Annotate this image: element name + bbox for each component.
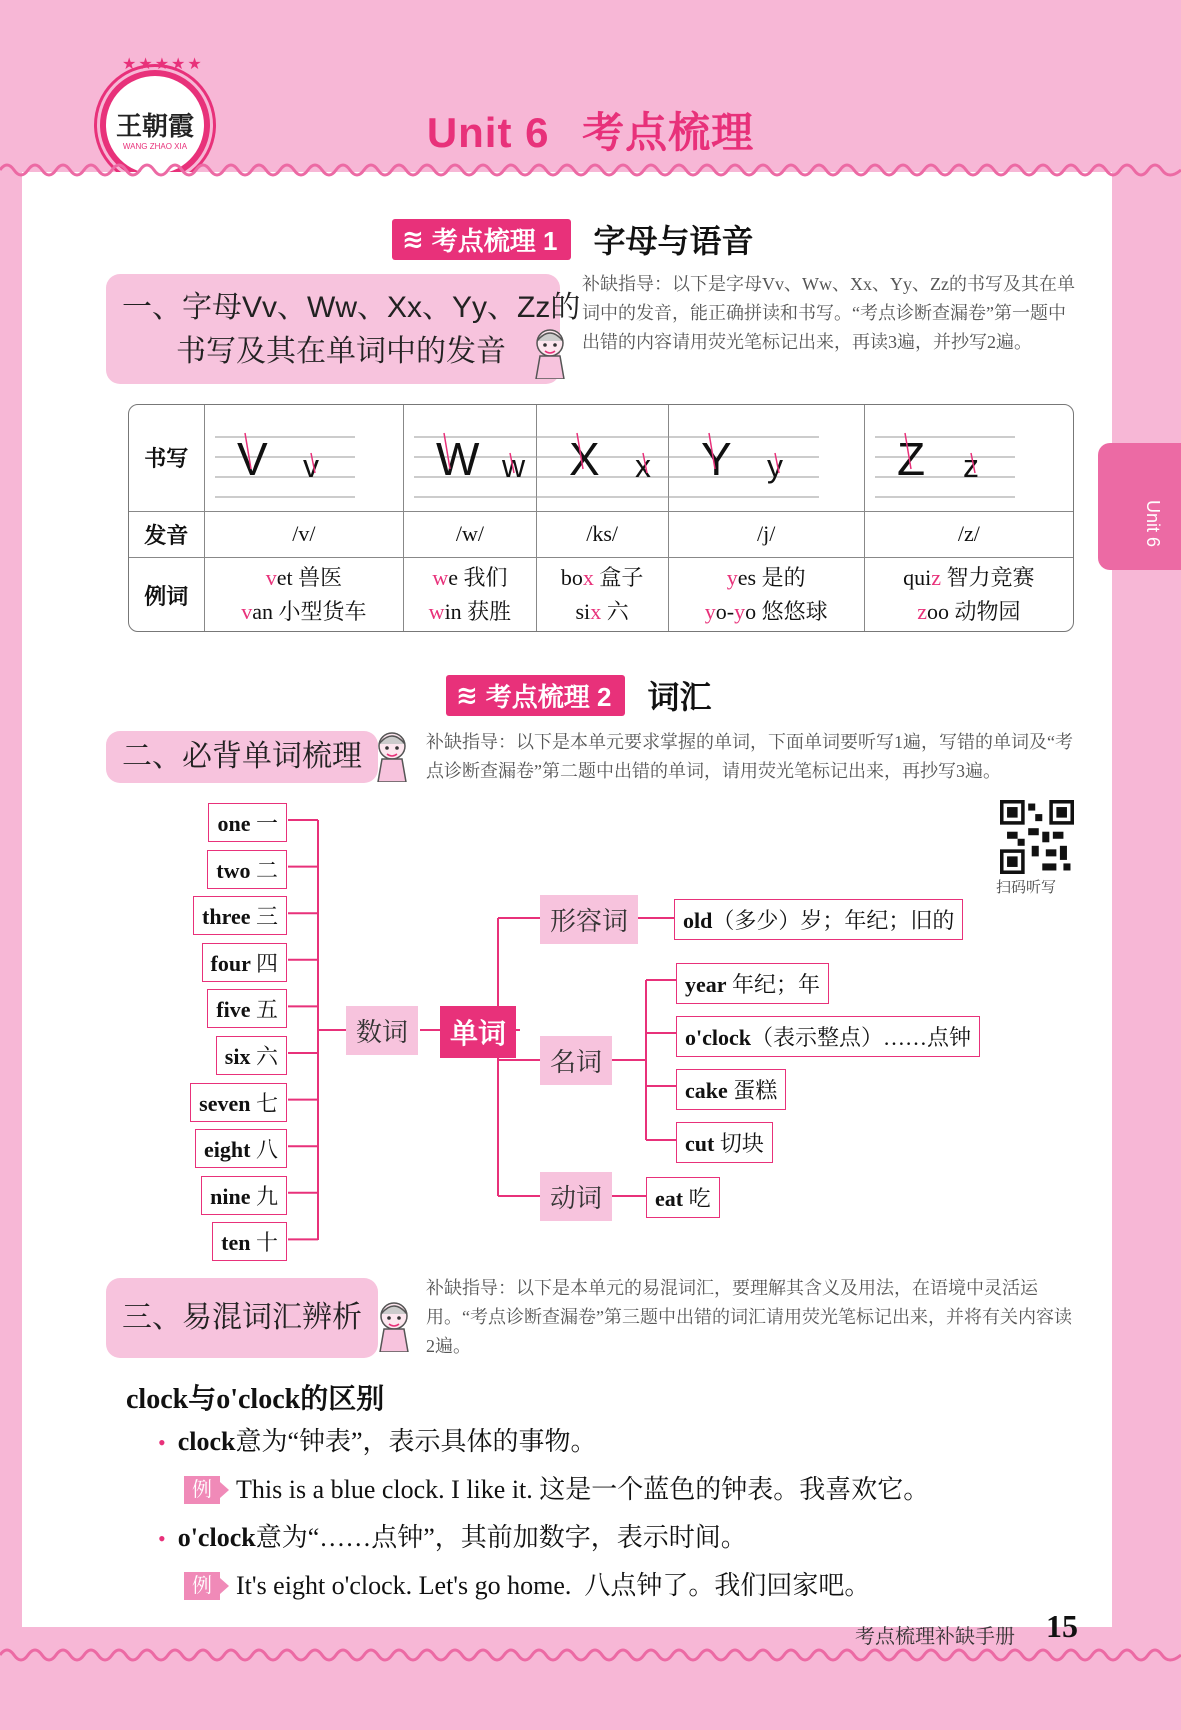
verb-word: eat 吃	[646, 1177, 720, 1218]
numeral-en: ten	[221, 1230, 256, 1256]
numeral-word	[201, 1176, 287, 1215]
logo-stars: ★★★★★	[122, 56, 204, 73]
example-text: 智力竞赛	[941, 565, 1035, 591]
example-text: 六	[601, 599, 629, 625]
highlighted-letter: z	[917, 599, 927, 625]
numeral-en: four	[210, 950, 256, 976]
uppercase-letter: V	[236, 432, 268, 485]
numeral-en: eight	[204, 1137, 256, 1163]
noun-category: 名词	[540, 1036, 612, 1085]
example-text: qui	[903, 565, 932, 591]
adjective-word: old（多少）岁；年纪；旧的	[674, 899, 963, 940]
example-text: bo	[560, 565, 583, 591]
example-text: si	[575, 599, 591, 625]
example-tag: 例	[184, 1572, 220, 1600]
sound-cell: /j/	[668, 511, 864, 557]
example-text: oo 动物园	[926, 599, 1021, 625]
numeral-zh: 一	[255, 811, 278, 836]
clock-comparison-title: clock与o'clock的区别	[126, 1384, 385, 1415]
highlighted-letter: w	[432, 565, 449, 591]
example-text: an 小型货车	[252, 599, 367, 625]
part2-guide: 补缺指导：以下是本单元要求掌握的单词，下面单词要听写1遍，写错的单词及“考点诊断查漏卷”第二题中出错的单词，请用荧光笔标记出来，再抄写3遍。	[426, 732, 1073, 781]
example-text: o 悠悠球	[745, 599, 828, 625]
lowercase-letter: z	[962, 447, 979, 484]
highlighted-letter: y	[704, 599, 716, 625]
unit-side-tab[interactable]: Unit 6	[1098, 443, 1181, 570]
example-text: This is a blue clock. I like it. 这是一个蓝色的钟表。我喜欢它。	[236, 1475, 930, 1504]
lowercase-letter: v	[302, 447, 319, 484]
example-clock	[184, 1472, 929, 1508]
bullet-icon: •	[158, 1526, 166, 1551]
unit-label: Unit 6	[426, 109, 550, 156]
waves-icon: ≋	[402, 223, 424, 254]
lowercase-letter: y	[766, 447, 783, 484]
noun-word: year 年纪；年	[676, 963, 829, 1004]
numeral-word	[207, 989, 287, 1028]
sound-cell: /v/	[204, 511, 404, 557]
numeral-word	[190, 1083, 287, 1122]
adjective-category: 形容词	[540, 895, 638, 944]
highlighted-letter: x	[590, 599, 602, 625]
logo-subtext: WANG ZHAO XIA	[122, 142, 188, 151]
section2-badge-label: 考点梳理 2	[485, 681, 612, 712]
logo-text: 王朝霞	[115, 112, 194, 142]
bullet-icon: •	[158, 1430, 166, 1455]
connector-line	[612, 980, 676, 1140]
noun-word: cake 蛋糕	[676, 1069, 786, 1110]
example-text: 盒子	[593, 565, 644, 591]
numeral-zh: 七	[255, 1090, 278, 1116]
row-label-writing: 书写	[129, 405, 204, 511]
numeral-en: two	[216, 857, 256, 883]
example-text: es 是的	[737, 565, 806, 591]
section2-title: 词汇	[647, 679, 712, 715]
title-label: 考点梳理	[582, 109, 755, 156]
sound-cell: /z/	[864, 511, 1073, 557]
highlighted-letter: y	[734, 599, 746, 625]
qr-code-icon[interactable]	[1000, 800, 1074, 874]
row-label-sound: 发音	[129, 511, 204, 557]
part2-label: 二、必背单词梳理	[106, 731, 378, 783]
highlighted-letter: w	[428, 599, 445, 625]
numeral-word	[216, 1036, 287, 1075]
example-text: o-	[715, 599, 735, 625]
numeral-word	[212, 1222, 287, 1261]
numeral-en: one	[217, 811, 256, 836]
numeral-en: six	[224, 1044, 256, 1069]
example-text: It's eight o'clock. Let's go home. 八点钟了。我们回家吧。	[236, 1571, 871, 1600]
numeral-en: nine	[210, 1183, 256, 1209]
numeral-zh: 二	[255, 857, 278, 883]
example-tag: 例	[184, 1476, 220, 1504]
highlighted-letter: y	[726, 565, 738, 591]
highlighted-letter: v	[265, 565, 277, 591]
numeral-word	[207, 850, 287, 889]
girl-mascot-icon	[374, 1298, 414, 1352]
noun-word: cut 切块	[676, 1122, 773, 1163]
example-text: in 获胜	[444, 599, 512, 625]
numeral-zh: 十	[255, 1230, 278, 1256]
bullet-clock: • clock意为“钟表”，表示具体的事物。	[158, 1427, 597, 1456]
numeral-word	[202, 943, 287, 982]
numeral-zh: 五	[255, 997, 278, 1023]
lowercase-letter: x	[634, 447, 651, 484]
verb-category: 动词	[540, 1172, 612, 1221]
section1-badge-label: 考点梳理 1	[431, 225, 558, 256]
sound-cell: /ks/	[536, 511, 668, 557]
numeral-zh: 三	[255, 904, 278, 930]
numeral-en: seven	[199, 1090, 256, 1116]
highlighted-letter: v	[241, 599, 253, 625]
numeral-zh: 六	[255, 1044, 278, 1069]
connector-line	[288, 820, 318, 1240]
part1-guide: 补缺指导：以下是字母Vv、Ww、Xx、Yy、Zz的书写及其在单词中的发音，能正确拼读和书写。“考点诊断查漏卷”第一题中出错的内容请用荧光笔标记出来，再读3遍，并抄写2遍。	[582, 274, 1075, 352]
section1-title: 字母与语音	[593, 223, 754, 259]
numeral-word	[193, 896, 287, 935]
part1-label-line2: 书写及其在单词中的发音	[176, 335, 506, 368]
footer-text: 考点梳理补缺手册	[855, 1626, 1015, 1648]
lowercase-letter: w	[502, 447, 526, 484]
uppercase-letter: W	[436, 432, 480, 485]
noun-word: o'clock（表示整点）……点钟	[676, 1016, 980, 1057]
numeral-en: three	[202, 904, 256, 930]
numeral-zh: 八	[255, 1137, 278, 1163]
part3-label: 三、易混词汇辨析	[106, 1278, 378, 1358]
numeral-zh: 九	[255, 1183, 278, 1209]
waves-icon: ≋	[456, 679, 478, 710]
example-oclock	[184, 1568, 870, 1604]
example-text: e 我们	[448, 565, 508, 591]
numeral-word	[208, 803, 287, 842]
example-text: et 兽医	[276, 565, 343, 591]
vocab-center-node: 单词	[440, 1006, 516, 1058]
bullet-oclock: • o'clock意为“……点钟”，其前加数字，表示时间。	[158, 1523, 747, 1552]
numeral-word	[195, 1129, 287, 1168]
uppercase-letter: Y	[700, 432, 732, 485]
uppercase-letter: Z	[896, 432, 925, 485]
qr-label: 扫码听写	[996, 880, 1057, 896]
numerals-category: 数词	[346, 1006, 418, 1055]
numeral-en: five	[216, 997, 256, 1023]
sound-cell: /w/	[404, 511, 536, 557]
part1-label-line1: 一、字母Vv、Ww、Xx、Yy、Zz的	[122, 291, 581, 324]
highlighted-letter: z	[931, 565, 942, 591]
part3-guide: 补缺指导：以下是本单元的易混词汇，要理解其含义及用法，在语境中灵活运用。“考点诊断查漏卷”第三题中出错的词汇请用荧光笔标记出来，并将有关内容读2遍。	[426, 1278, 1072, 1356]
page-number: 15	[1046, 1608, 1078, 1644]
row-label-examples: 例词	[129, 557, 204, 632]
uppercase-letter: X	[568, 432, 600, 485]
numeral-zh: 四	[255, 950, 278, 976]
highlighted-letter: x	[582, 565, 594, 591]
